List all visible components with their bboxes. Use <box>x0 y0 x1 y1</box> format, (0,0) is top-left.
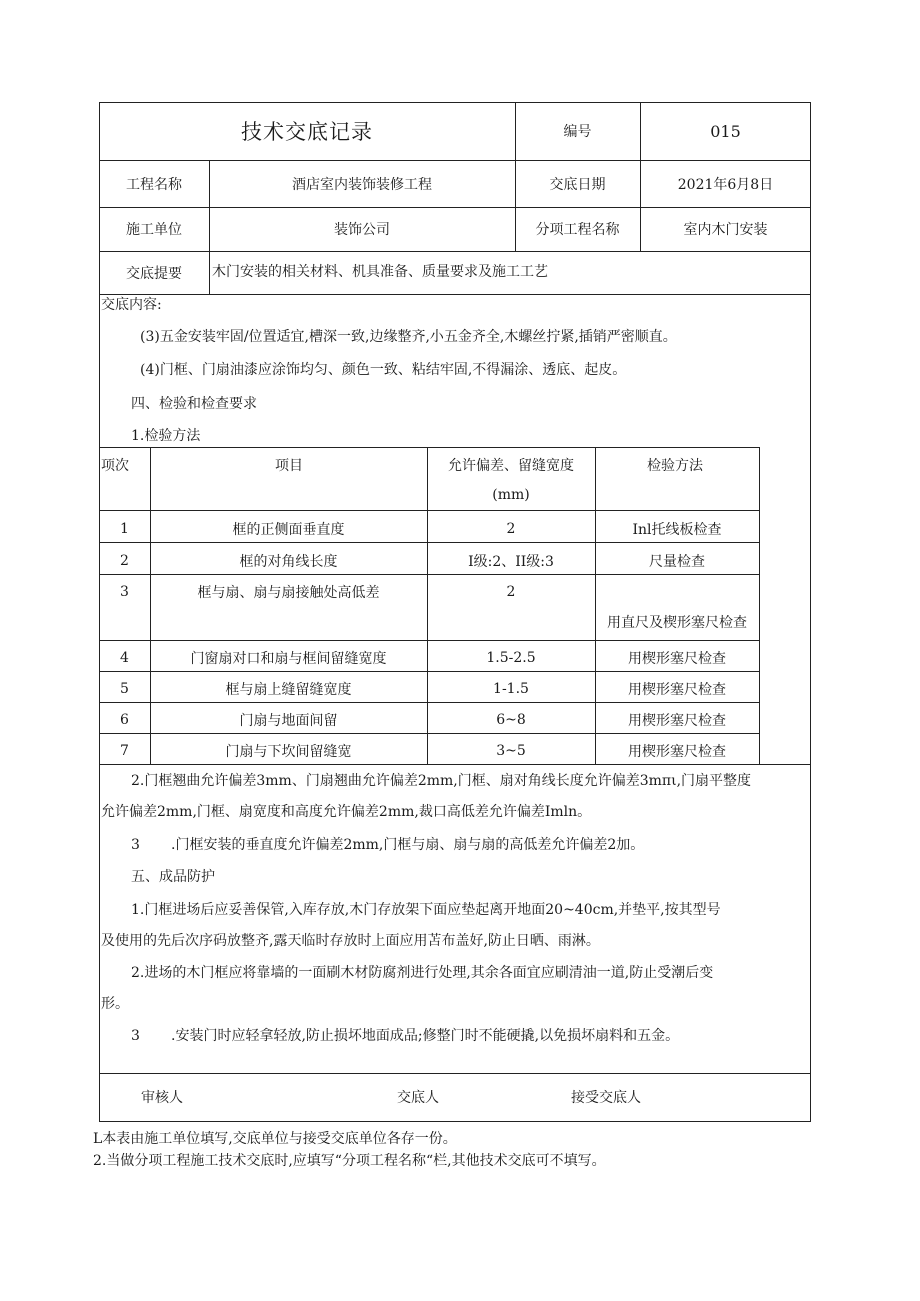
table-cell-no: 6 <box>120 712 129 728</box>
table-cell-no: 2 <box>120 553 129 569</box>
receiver-label: 接受交底人 <box>571 1090 641 1106</box>
table-row-divider <box>99 574 759 575</box>
table-cell-no: 1 <box>120 521 129 537</box>
table-cell-method: 用直尺及楔形塞尺检查 <box>607 615 747 631</box>
table-header-tolerance-unit: (mm) <box>492 487 530 503</box>
signature-divider <box>99 1073 811 1074</box>
table-header-method: 检验方法 <box>647 458 703 474</box>
header-divider <box>99 294 811 295</box>
table-cell-tolerance: 2 <box>506 521 516 537</box>
summary-label: 交底提要 <box>126 265 182 282</box>
reviewer-label: 审核人 <box>141 1090 183 1106</box>
table-bottom-border <box>99 764 811 765</box>
table-cell-no: 3 <box>120 584 129 600</box>
table-cell-item: 门窗扇对口和扇与框间留缝宽度 <box>190 651 387 667</box>
construction-unit-value: 装饰公司 <box>334 222 390 238</box>
subitem-value: 室内木门安装 <box>683 222 768 238</box>
table-row-divider <box>99 640 759 641</box>
table-cell-method: 尺量检查 <box>649 554 705 570</box>
table-row-divider <box>99 733 759 734</box>
paragraph-5-1-line-2: 及使用的先后次序码放整齐,露天临时存放时上面应用苫布盖好,防止日晒、雨淋。 <box>101 933 600 949</box>
section-heading-4: 四、检验和检查要求 <box>131 396 257 412</box>
table-cell-method: 用楔形塞尺检查 <box>628 682 726 698</box>
subitem-label: 分项工程名称 <box>535 222 620 238</box>
paragraph-2-line-2: 允许偏差2mm,门框、扇宽度和高度允许偏差2mm,裁口高低差允许偏差Imln。 <box>101 804 592 820</box>
table-cell-no: 4 <box>120 650 129 666</box>
table-cell-tolerance: 3~5 <box>496 743 526 759</box>
summary-value: 木门安装的相关材料、机具准备、质量要求及施工工艺 <box>212 264 548 280</box>
project-name-value: 酒店室内装饰装修工程 <box>292 176 432 193</box>
table-cell-item: 门扇与地面间留 <box>239 713 338 729</box>
construction-unit-label: 施工单位 <box>126 222 182 238</box>
table-col-divider <box>759 447 760 764</box>
table-cell-item: 框与扇上缝留缝宽度 <box>225 682 352 698</box>
table-row-divider <box>99 510 759 511</box>
table-cell-item: 框的对角线长度 <box>239 554 338 570</box>
table-cell-item: 框的正侧面垂直度 <box>232 522 345 538</box>
paragraph-5-3-text: .安装门时应轻拿轻放,防止损坏地面成品;修整门时不能硬撬,以免损坏扇料和五金。 <box>171 1028 680 1044</box>
table-row-divider <box>99 671 759 672</box>
table-cell-tolerance: 1-1.5 <box>493 681 529 697</box>
content-item-3: (3)五金安装牢固/位置适宜,槽深一致,边缘整齐,小五金齐全,木螺丝拧紧,插销严密顺直。 <box>140 329 677 345</box>
footnote-1: L本表由施工单位填写,交底单位与接受交底单位各存一份。 <box>93 1131 457 1147</box>
content-item-4: (4)门框、门扇油漆应涂饰均匀、颜色一致、粘结牢固,不得漏涂、透底、起皮。 <box>140 362 627 378</box>
table-cell-item: 框与扇、扇与扇接触处高低差 <box>197 585 380 601</box>
paragraph-5-1-line-1: 1.门框进场后应妥善保管,入库存放,木门存放架下面应垫起离开地面20~40cm,并垫平,按其型号 <box>131 902 721 918</box>
method-subheading: 1.检验方法 <box>131 428 201 444</box>
table-row-divider <box>99 542 759 543</box>
table-cell-tolerance: 1.5-2.5 <box>486 650 536 666</box>
table-header-tolerance: 允许偏差、留缝宽度 <box>448 458 574 474</box>
paragraph-5-3-number: 3 <box>131 1028 140 1044</box>
table-cell-method: 用楔形塞尺检查 <box>628 744 726 760</box>
project-name-label: 工程名称 <box>126 176 182 193</box>
table-cell-method: 用楔形塞尺检查 <box>628 651 726 667</box>
table-row-divider <box>99 702 759 703</box>
table-cell-tolerance: 2 <box>506 584 516 600</box>
table-cell-item: 门扇与下坎间留缝宽 <box>225 744 352 760</box>
paragraph-3-number: 3 <box>131 837 140 853</box>
content-label: 交底内容: <box>101 297 162 313</box>
date-label: 交底日期 <box>549 176 606 193</box>
section-heading-5: 五、成品防护 <box>131 869 215 885</box>
paragraph-3-text: .门框安装的垂直度允许偏差2mm,门框与扇、扇与扇的高低差允许偏差2加。 <box>171 837 645 853</box>
code-label: 编号 <box>563 124 592 140</box>
paragraph-5-2-line-1: 2.进场的木门框应将靠墙的一面刷木材防腐剂进行处理,其余各面宜应刷清油一道,防止受潮后变 <box>131 965 714 981</box>
table-cell-method: 用楔形塞尺检查 <box>628 713 726 729</box>
paragraph-5-2-line-2: 形。 <box>101 996 129 1012</box>
table-header-no: 项次 <box>101 458 129 474</box>
table-header-item: 项目 <box>275 458 303 474</box>
page-title: 技术交底记录 <box>241 120 373 144</box>
date-value: 2021年6月8日 <box>677 176 774 193</box>
table-cell-tolerance: I级:2、II级:3 <box>468 554 554 570</box>
discloser-label: 交底人 <box>397 1090 439 1106</box>
table-cell-method: Inl托线板检查 <box>632 522 722 538</box>
paragraph-2-line-1: 2.门框翘曲允许偏差3mm、门扇翘曲允许偏差2mm,门框、扇对角线长度允许偏差3mπι,门扇平整度 <box>131 773 752 789</box>
table-cell-no: 7 <box>120 743 129 759</box>
code-value: 015 <box>710 121 741 141</box>
table-top-border <box>99 447 759 448</box>
table-cell-tolerance: 6~8 <box>496 712 526 728</box>
footnote-2: 2.当做分项工程施工技术交底时,应填写“分项工程名称“栏,其他技术交底可不填写。 <box>93 1153 606 1169</box>
table-cell-no: 5 <box>120 681 129 697</box>
